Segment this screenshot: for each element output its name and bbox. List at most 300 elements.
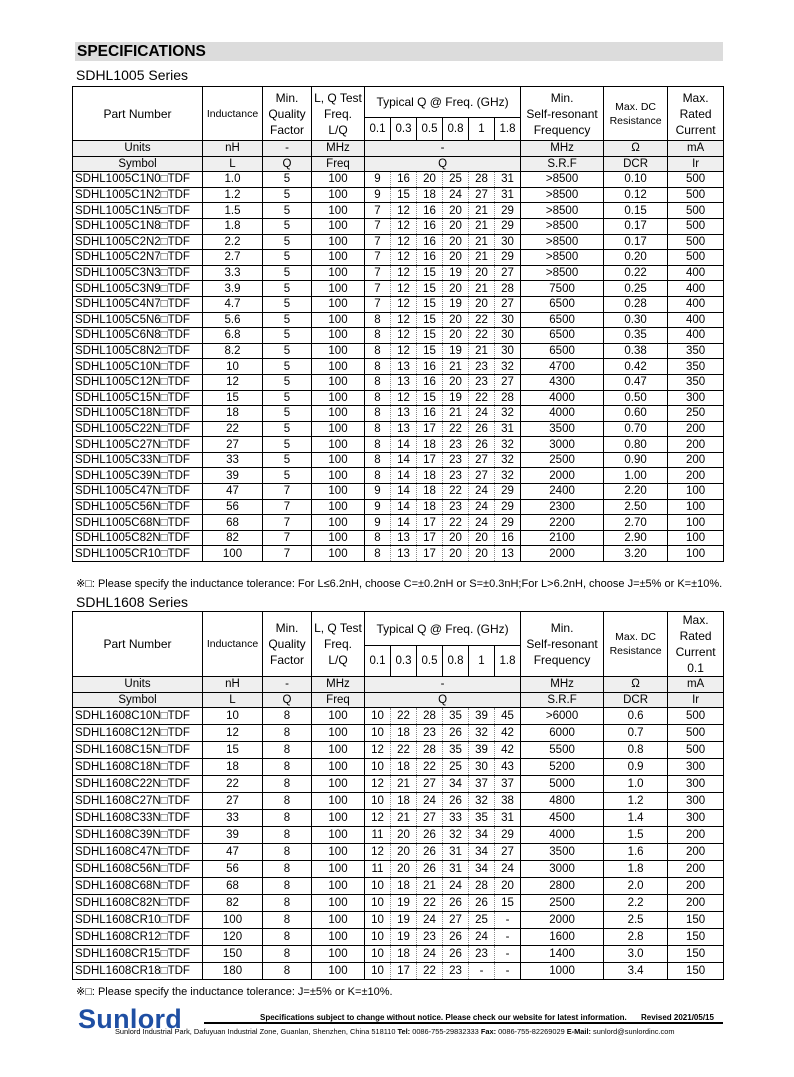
cell-q-1.8: 31 [495, 187, 521, 203]
cell-q-0.3: 20 [391, 861, 417, 878]
col-header-lq-test [312, 87, 365, 141]
cell-q-1.8: 20 [495, 878, 521, 895]
cell-inductance: 18 [203, 406, 263, 422]
cell-part-number: SDHL1005C27N□TDF [73, 437, 203, 453]
cell-q-0.8: 23 [443, 437, 469, 453]
cell-rated-current: 500 [668, 742, 724, 759]
cell-q-0.8: 25 [443, 172, 469, 188]
cell-q-0.5: 15 [417, 343, 443, 359]
table-row [73, 861, 724, 878]
cell-part-number: SDHL1608C68N□TDF [73, 878, 203, 895]
table-row [73, 499, 724, 515]
cell-q-0.3: 12 [391, 203, 417, 219]
col-header-srf-line: Self-resonant [526, 637, 598, 651]
cell-q-1.8: - [495, 946, 521, 963]
cell-inductance: 47 [203, 844, 263, 861]
cell-q-0.5: 28 [417, 708, 443, 725]
table-row [73, 546, 724, 562]
cell-dcr: 0.50 [604, 390, 668, 406]
cell-test-freq: 100 [312, 328, 365, 344]
table-row [73, 374, 724, 390]
table-row [73, 234, 724, 250]
cell-rated-current: 350 [668, 343, 724, 359]
cell-rated-current: 100 [668, 515, 724, 531]
cell-srf: 6500 [521, 343, 604, 359]
cell-q-0.3: 21 [391, 776, 417, 793]
cell-q-0.5: 16 [417, 406, 443, 422]
cell-q-0.5: 15 [417, 312, 443, 328]
cell-rated-current: 300 [668, 810, 724, 827]
cell-q-1: 24 [469, 499, 495, 515]
cell-q-0.1: 7 [365, 203, 391, 219]
cell-q-0.5: 16 [417, 234, 443, 250]
cell-q-0.1: 8 [365, 328, 391, 344]
cell-rated-current: 150 [668, 929, 724, 946]
cell-q-0.3: 17 [391, 963, 417, 980]
cell-inductance: 8.2 [203, 343, 263, 359]
table-row [73, 725, 724, 742]
cell-q-0.3: 22 [391, 708, 417, 725]
cell-part-number: SDHL1608CR15□TDF [73, 946, 203, 963]
cell-rated-current: 500 [668, 218, 724, 234]
col-header-freq: 1.8 [495, 118, 521, 141]
cell-q-1.8: - [495, 929, 521, 946]
cell-inductance: 10 [203, 359, 263, 375]
cell-q-0.8: 35 [443, 708, 469, 725]
cell-q-0.5: 24 [417, 946, 443, 963]
cell-srf: 4800 [521, 793, 604, 810]
cell-min-q: 7 [263, 515, 312, 531]
cell-q-0.5: 16 [417, 250, 443, 266]
cell-test-freq: 100 [312, 912, 365, 929]
cell-q-0.1: 8 [365, 421, 391, 437]
col-header-rated-current-line: Current [675, 645, 716, 659]
symbol-cell: Q [263, 156, 312, 172]
cell-q-1: 21 [469, 343, 495, 359]
cell-dcr: 0.7 [604, 725, 668, 742]
cell-dcr: 2.0 [604, 878, 668, 895]
cell-part-number: SDHL1608C15N□TDF [73, 742, 203, 759]
cell-inductance: 33 [203, 810, 263, 827]
cell-srf: 3500 [521, 844, 604, 861]
cell-q-1: 23 [469, 359, 495, 375]
cell-dcr: 0.9 [604, 759, 668, 776]
cell-inductance: 33 [203, 452, 263, 468]
cell-srf: 5000 [521, 776, 604, 793]
cell-q-1: 23 [469, 374, 495, 390]
col-header-min-q [263, 87, 312, 141]
cell-inductance: 5.6 [203, 312, 263, 328]
cell-q-0.5: 24 [417, 793, 443, 810]
cell-q-0.3: 12 [391, 390, 417, 406]
cell-q-1.8: 13 [495, 546, 521, 562]
cell-q-0.5: 18 [417, 468, 443, 484]
cell-dcr: 0.10 [604, 172, 668, 188]
cell-q-0.5: 27 [417, 810, 443, 827]
cell-q-0.3: 12 [391, 281, 417, 297]
symbol-cell: S.R.F [521, 692, 604, 708]
cell-min-q: 8 [263, 844, 312, 861]
units-cell: Ω [604, 677, 668, 693]
cell-inductance: 56 [203, 861, 263, 878]
cell-srf: >8500 [521, 250, 604, 266]
sunlord-logo: Sunlord [78, 1004, 183, 1034]
units-cell: nH [203, 141, 263, 157]
units-cell: - [263, 677, 312, 693]
cell-q-0.5: 17 [417, 515, 443, 531]
cell-test-freq: 100 [312, 895, 365, 912]
col-header-rated-current-line: Current [675, 122, 716, 137]
col-header-srf-line: Min. [550, 621, 574, 635]
cell-part-number: SDHL1005C56N□TDF [73, 499, 203, 515]
cell-q-0.8: 32 [443, 827, 469, 844]
col-header-srf-line: Frequency [533, 122, 591, 137]
cell-q-0.5: 18 [417, 437, 443, 453]
col-header-dc-resistance-line: Resistance [609, 114, 662, 127]
table-row [73, 895, 724, 912]
cell-q-1.8: - [495, 963, 521, 980]
table-row [73, 421, 724, 437]
cell-q-1: 21 [469, 218, 495, 234]
cell-q-0.1: 7 [365, 250, 391, 266]
cell-inductance: 180 [203, 963, 263, 980]
symbol-cell: DCR [604, 156, 668, 172]
cell-dcr: 0.60 [604, 406, 668, 422]
cell-q-1: 27 [469, 187, 495, 203]
col-header-freq: 0.5 [417, 646, 443, 677]
cell-test-freq: 100 [312, 810, 365, 827]
series-title-sdhl1005: SDHL1005 Series [76, 67, 189, 83]
col-header-rated-current-line: Rated [679, 106, 712, 121]
cell-q-1: 27 [469, 468, 495, 484]
cell-min-q: 5 [263, 312, 312, 328]
cell-inductance: 2.2 [203, 234, 263, 250]
cell-inductance: 39 [203, 827, 263, 844]
cell-part-number: SDHL1608C27N□TDF [73, 793, 203, 810]
cell-rated-current: 500 [668, 203, 724, 219]
cell-q-0.1: 12 [365, 844, 391, 861]
table-row [73, 390, 724, 406]
col-header-freq: 1.8 [495, 646, 521, 677]
cell-min-q: 5 [263, 359, 312, 375]
table-row [73, 776, 724, 793]
table-row [73, 793, 724, 810]
cell-part-number: SDHL1608CR18□TDF [73, 963, 203, 980]
cell-rated-current: 400 [668, 265, 724, 281]
cell-inductance: 4.7 [203, 296, 263, 312]
cell-q-1: 28 [469, 878, 495, 895]
tolerance-note-sdhl1005: ※□: Please specify the inductance tolerance: For L≤6.2nH, choose C=±0.2nH or S=±0.3nH;For L>6.2nH, choose J=±5% or K=±10%. [76, 578, 723, 590]
cell-dcr: 1.8 [604, 861, 668, 878]
col-header-part-number: Part Number [73, 612, 203, 677]
cell-q-0.3: 22 [391, 742, 417, 759]
cell-min-q: 5 [263, 343, 312, 359]
cell-q-0.5: 16 [417, 359, 443, 375]
footer-revised-date: Revised 2021/05/15 [641, 1013, 714, 1022]
cell-rated-current: 100 [668, 499, 724, 515]
cell-inductance: 12 [203, 374, 263, 390]
address-text: Sunlord Industrial Park, Dafuyuan Industrial Zone, Guanlan, Shenzhen, China 518110 [115, 1027, 396, 1036]
cell-dcr: 2.50 [604, 499, 668, 515]
cell-q-0.3: 14 [391, 484, 417, 500]
cell-srf: 2000 [521, 546, 604, 562]
cell-inductance: 10 [203, 708, 263, 725]
cell-test-freq: 100 [312, 793, 365, 810]
cell-inductance: 6.8 [203, 328, 263, 344]
cell-q-0.3: 18 [391, 759, 417, 776]
cell-q-0.3: 20 [391, 827, 417, 844]
cell-min-q: 8 [263, 725, 312, 742]
cell-q-0.8: 20 [443, 281, 469, 297]
table-row [73, 946, 724, 963]
cell-dcr: 1.0 [604, 776, 668, 793]
table-row [73, 742, 724, 759]
cell-q-0.3: 12 [391, 265, 417, 281]
cell-q-1: 39 [469, 708, 495, 725]
cell-dcr: 0.28 [604, 296, 668, 312]
cell-q-0.3: 18 [391, 725, 417, 742]
cell-srf: 6000 [521, 725, 604, 742]
cell-q-0.8: 23 [443, 468, 469, 484]
cell-srf: 2500 [521, 895, 604, 912]
table-row [73, 452, 724, 468]
cell-srf: 6500 [521, 312, 604, 328]
col-header-min-q-line: Factor [269, 653, 304, 667]
cell-srf: 2500 [521, 452, 604, 468]
col-header-freq: 0.5 [417, 118, 443, 141]
cell-q-1: 24 [469, 406, 495, 422]
cell-dcr: 0.15 [604, 203, 668, 219]
units-row [73, 677, 724, 693]
cell-dcr: 0.90 [604, 452, 668, 468]
col-header-rated-current [668, 87, 724, 141]
cell-test-freq: 100 [312, 390, 365, 406]
cell-test-freq: 100 [312, 250, 365, 266]
cell-inductance: 82 [203, 530, 263, 546]
cell-rated-current: 350 [668, 374, 724, 390]
cell-min-q: 5 [263, 328, 312, 344]
cell-q-0.8: 20 [443, 250, 469, 266]
cell-dcr: 2.2 [604, 895, 668, 912]
cell-test-freq: 100 [312, 296, 365, 312]
footer-divider [204, 1022, 723, 1024]
cell-q-0.5: 23 [417, 725, 443, 742]
cell-part-number: SDHL1608CR10□TDF [73, 912, 203, 929]
cell-q-1: 21 [469, 203, 495, 219]
cell-srf: 7500 [521, 281, 604, 297]
cell-q-0.5: 26 [417, 861, 443, 878]
cell-q-0.3: 14 [391, 452, 417, 468]
cell-inductance: 3.3 [203, 265, 263, 281]
units-row [73, 141, 724, 157]
cell-rated-current: 400 [668, 281, 724, 297]
cell-q-0.8: 22 [443, 421, 469, 437]
units-cell: Ω [604, 141, 668, 157]
cell-q-0.3: 12 [391, 218, 417, 234]
cell-part-number: SDHL1005C1N5□TDF [73, 203, 203, 219]
symbol-cell: Symbol [73, 156, 203, 172]
cell-rated-current: 200 [668, 437, 724, 453]
cell-inductance: 68 [203, 515, 263, 531]
cell-q-0.3: 13 [391, 359, 417, 375]
cell-q-1.8: 30 [495, 328, 521, 344]
cell-q-0.8: 25 [443, 759, 469, 776]
cell-part-number: SDHL1608C10N□TDF [73, 708, 203, 725]
cell-q-1.8: 27 [495, 265, 521, 281]
cell-q-1.8: 32 [495, 437, 521, 453]
cell-q-1.8: 29 [495, 218, 521, 234]
symbol-cell: Symbol [73, 692, 203, 708]
cell-inductance: 82 [203, 895, 263, 912]
table-row [73, 484, 724, 500]
cell-q-0.5: 22 [417, 895, 443, 912]
cell-q-1.8: 31 [495, 421, 521, 437]
cell-q-1.8: 28 [495, 390, 521, 406]
cell-q-0.1: 7 [365, 234, 391, 250]
table-row [73, 437, 724, 453]
cell-rated-current: 300 [668, 759, 724, 776]
cell-srf: 6500 [521, 328, 604, 344]
cell-dcr: 2.8 [604, 929, 668, 946]
header-row [73, 87, 724, 118]
cell-min-q: 8 [263, 946, 312, 963]
col-header-typical-q: Typical Q @ Freq. (GHz) [365, 87, 521, 118]
cell-q-0.1: 8 [365, 546, 391, 562]
cell-dcr: 1.6 [604, 844, 668, 861]
cell-min-q: 5 [263, 234, 312, 250]
cell-q-1: 21 [469, 281, 495, 297]
cell-q-0.8: 21 [443, 406, 469, 422]
cell-min-q: 8 [263, 895, 312, 912]
cell-q-0.3: 19 [391, 929, 417, 946]
col-header-inductance: Inductance [203, 612, 263, 677]
cell-q-1.8: 31 [495, 172, 521, 188]
col-header-lq-test-line: L/Q [328, 122, 348, 137]
cell-test-freq: 100 [312, 218, 365, 234]
table-row [73, 912, 724, 929]
cell-q-0.8: 34 [443, 776, 469, 793]
cell-q-1: 34 [469, 827, 495, 844]
cell-q-0.5: 15 [417, 296, 443, 312]
cell-inductance: 15 [203, 742, 263, 759]
col-header-freq: 1 [469, 118, 495, 141]
cell-srf: 2000 [521, 912, 604, 929]
cell-min-q: 8 [263, 810, 312, 827]
col-header-freq: 0.3 [391, 118, 417, 141]
table-row [73, 359, 724, 375]
cell-q-0.5: 18 [417, 187, 443, 203]
col-header-freq: 0.8 [443, 646, 469, 677]
cell-part-number: SDHL1608C12N□TDF [73, 725, 203, 742]
cell-part-number: SDHL1005C15N□TDF [73, 390, 203, 406]
cell-min-q: 8 [263, 827, 312, 844]
cell-inductance: 2.7 [203, 250, 263, 266]
symbol-cell: S.R.F [521, 156, 604, 172]
cell-part-number: SDHL1005C6N8□TDF [73, 328, 203, 344]
cell-q-1.8: 45 [495, 708, 521, 725]
cell-min-q: 5 [263, 374, 312, 390]
cell-srf: 4000 [521, 390, 604, 406]
cell-min-q: 5 [263, 172, 312, 188]
cell-test-freq: 100 [312, 827, 365, 844]
email-label: E-Mail: [566, 1027, 591, 1036]
cell-part-number: SDHL1608C39N□TDF [73, 827, 203, 844]
symbol-row [73, 692, 724, 708]
cell-q-0.8: 31 [443, 844, 469, 861]
cell-q-0.8: 20 [443, 234, 469, 250]
table-row [73, 281, 724, 297]
cell-inductance: 68 [203, 878, 263, 895]
cell-q-0.5: 26 [417, 827, 443, 844]
cell-q-0.8: 20 [443, 530, 469, 546]
cell-part-number: SDHL1608CR12□TDF [73, 929, 203, 946]
cell-rated-current: 500 [668, 250, 724, 266]
cell-test-freq: 100 [312, 530, 365, 546]
table-row [73, 929, 724, 946]
cell-min-q: 8 [263, 776, 312, 793]
cell-test-freq: 100 [312, 878, 365, 895]
cell-inductance: 1.0 [203, 172, 263, 188]
cell-part-number: SDHL1005C1N8□TDF [73, 218, 203, 234]
cell-q-0.3: 14 [391, 499, 417, 515]
cell-q-1.8: 37 [495, 776, 521, 793]
cell-rated-current: 500 [668, 172, 724, 188]
cell-srf: 2300 [521, 499, 604, 515]
cell-q-0.8: 24 [443, 187, 469, 203]
cell-test-freq: 100 [312, 281, 365, 297]
cell-srf: 3000 [521, 861, 604, 878]
cell-q-0.1: 10 [365, 912, 391, 929]
cell-min-q: 8 [263, 759, 312, 776]
cell-test-freq: 100 [312, 861, 365, 878]
cell-q-0.5: 15 [417, 281, 443, 297]
cell-q-0.1: 8 [365, 374, 391, 390]
cell-min-q: 8 [263, 929, 312, 946]
cell-q-0.1: 10 [365, 878, 391, 895]
cell-q-1: 22 [469, 328, 495, 344]
cell-srf: 1400 [521, 946, 604, 963]
table-row [73, 515, 724, 531]
cell-q-0.3: 14 [391, 468, 417, 484]
col-header-min-q-line: Quality [268, 637, 306, 651]
cell-q-0.1: 10 [365, 708, 391, 725]
symbol-row [73, 156, 724, 172]
cell-q-1.8: 15 [495, 895, 521, 912]
cell-srf: 2100 [521, 530, 604, 546]
cell-q-0.1: 8 [365, 437, 391, 453]
cell-srf: 2800 [521, 878, 604, 895]
col-header-freq: 0.8 [443, 118, 469, 141]
cell-rated-current: 200 [668, 421, 724, 437]
cell-q-0.8: 23 [443, 499, 469, 515]
cell-q-0.5: 26 [417, 844, 443, 861]
cell-srf: >8500 [521, 265, 604, 281]
cell-q-0.3: 14 [391, 515, 417, 531]
cell-q-0.5: 28 [417, 742, 443, 759]
cell-q-0.3: 13 [391, 546, 417, 562]
cell-q-1: 37 [469, 776, 495, 793]
cell-part-number: SDHL1608C82N□TDF [73, 895, 203, 912]
tolerance-note-sdhl1608: ※□: Please specify the inductance tolerance: J=±5% or K=±10%. [76, 986, 393, 998]
table-row [73, 343, 724, 359]
cell-dcr: 0.6 [604, 708, 668, 725]
cell-q-1.8: 32 [495, 359, 521, 375]
cell-q-1: - [469, 963, 495, 980]
units-cell: - [365, 141, 521, 157]
footer-address [115, 1027, 675, 1036]
cell-q-0.1: 9 [365, 499, 391, 515]
cell-rated-current: 500 [668, 708, 724, 725]
